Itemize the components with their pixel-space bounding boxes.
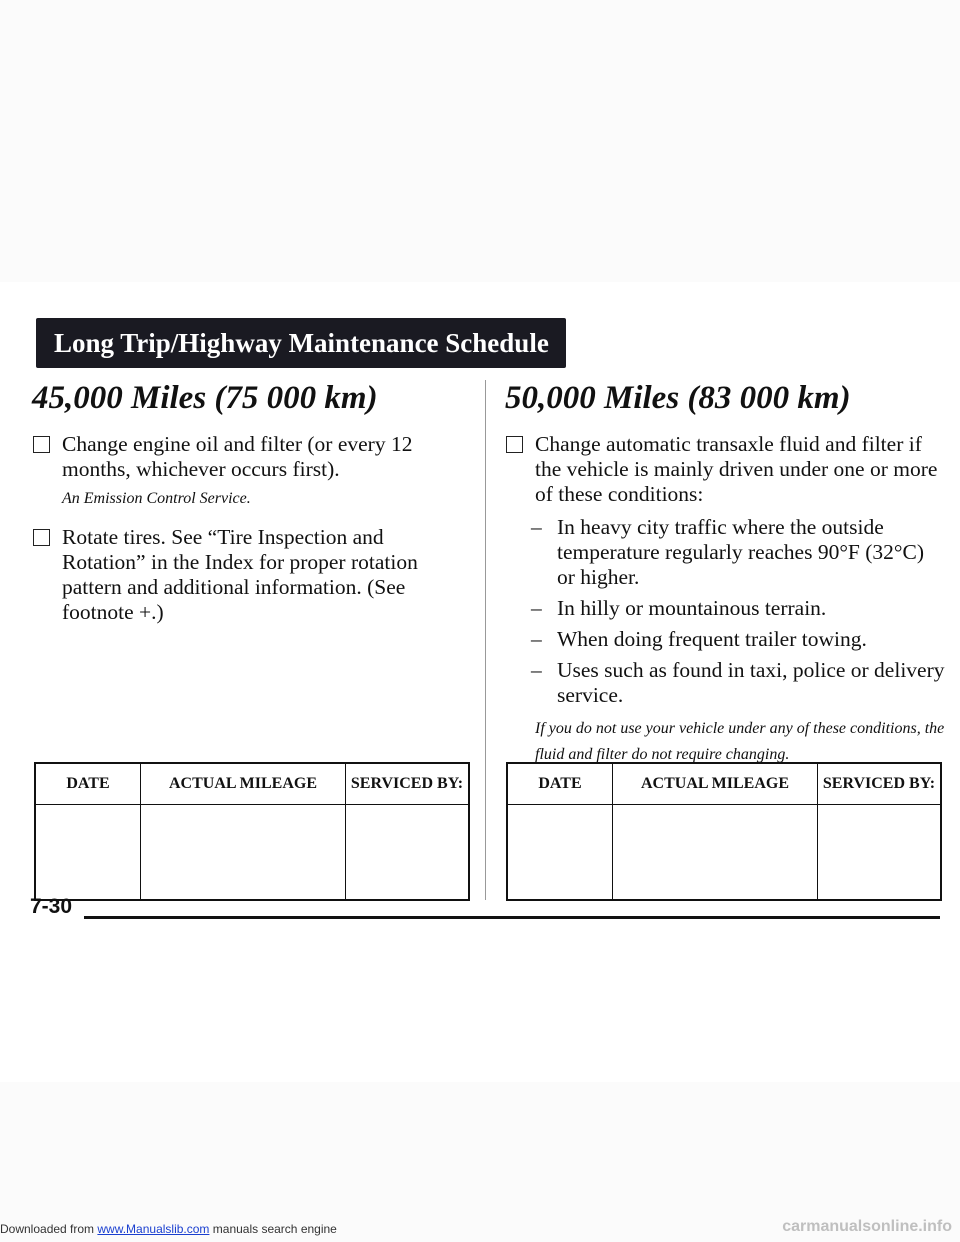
table-row (35, 805, 469, 901)
emission-note: An Emission Control Service. (62, 490, 251, 507)
checkbox-icon[interactable] (506, 436, 523, 453)
right-item-transaxle (505, 432, 945, 507)
mileage-header: ACTUAL MILEAGE (613, 763, 818, 805)
date-cell[interactable] (35, 805, 141, 901)
section-banner: Long Trip/Highway Maintenance Schedule (36, 318, 566, 368)
mileage-header: ACTUAL MILEAGE (141, 763, 346, 805)
serviced-by-cell[interactable] (346, 805, 470, 901)
list-item: – Uses such as found in taxi, police or delivery service. (531, 658, 945, 707)
date-header: DATE (35, 763, 141, 805)
date-cell[interactable] (507, 805, 613, 901)
dash-icon: – (531, 596, 542, 620)
left-item-text: Rotate tires. See “Tire Inspection and Rotation” in the Index for proper rotation pattern and additional information. (See footnote +.) (62, 525, 418, 624)
dash-icon: – (531, 627, 542, 651)
checkbox-icon[interactable] (33, 529, 50, 546)
list-item: – When doing frequent trailer towing. (531, 627, 867, 651)
manualslib-link[interactable]: www.Manualslib.com (97, 1222, 210, 1236)
left-heading: 45,000 Miles (75 000 km) (32, 380, 378, 416)
left-item-tires (32, 525, 472, 625)
right-column (505, 378, 945, 768)
table-row (507, 805, 941, 901)
dash-icon: – (531, 658, 542, 682)
serviced-by-cell[interactable] (818, 805, 942, 901)
checkbox-icon[interactable] (33, 436, 50, 453)
watermark: carmanualsonline.info (782, 1218, 952, 1235)
list-item: – In hilly or mountainous terrain. (531, 596, 827, 620)
serviced-by-header: SERVICED BY: (818, 763, 942, 805)
dash-icon: – (531, 515, 542, 539)
download-credit: Downloaded from www.Manualslib.com manuals search engine (0, 1222, 337, 1236)
right-item-text: Change automatic transaxle fluid and filter if the vehicle is mainly driven under one or more of these conditions: (535, 432, 938, 506)
condition-note: If you do not use your vehicle under any of these conditions, the fluid and filter do not require changing. (535, 720, 945, 763)
footer-rule (84, 916, 940, 919)
left-service-log-table (34, 762, 470, 901)
mileage-cell[interactable] (613, 805, 818, 901)
left-item-oil (32, 432, 472, 511)
right-service-log-table (506, 762, 942, 901)
date-header: DATE (507, 763, 613, 805)
mileage-cell[interactable] (141, 805, 346, 901)
left-item-text: Change engine oil and filter (or every 12 months, whichever occurs first). (62, 432, 413, 481)
table-header-row (507, 763, 941, 805)
list-item: – In heavy city traffic where the outside temperature regularly reaches 90°F (32°C) or higher. (531, 515, 925, 589)
conditions-list (505, 515, 945, 708)
table-header-row (35, 763, 469, 805)
left-column (32, 378, 472, 625)
page-number: 7-30 (30, 895, 73, 918)
column-divider (485, 380, 486, 900)
serviced-by-header: SERVICED BY: (346, 763, 470, 805)
right-heading: 50,000 Miles (83 000 km) (505, 380, 851, 416)
